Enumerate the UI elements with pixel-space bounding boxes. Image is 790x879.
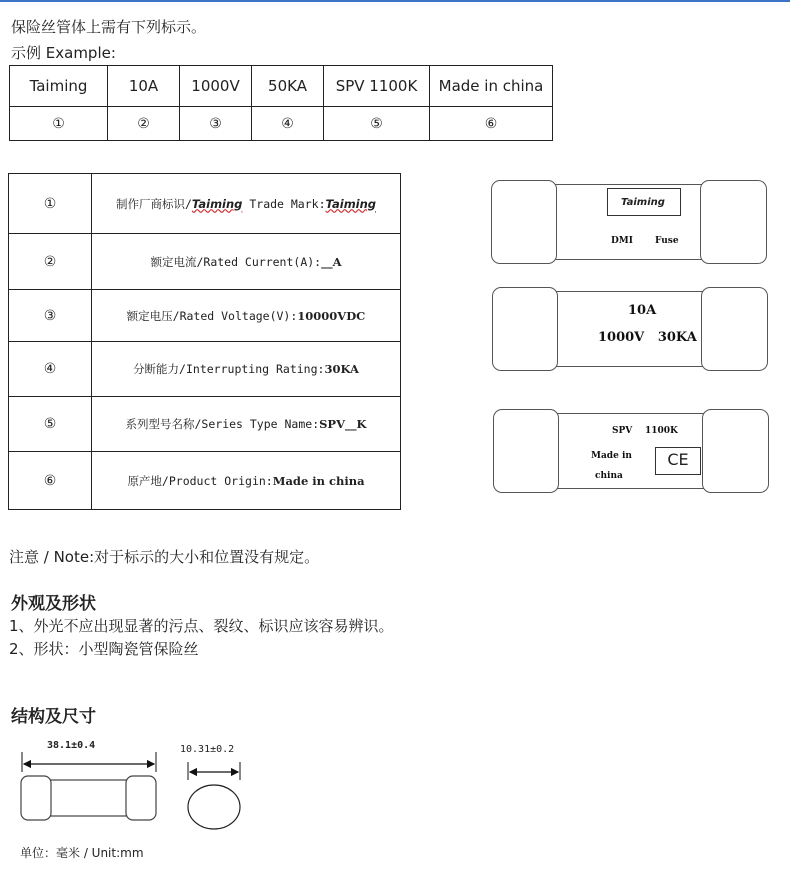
row-marker: ④ (9, 342, 92, 397)
diameter-dimension-label: 10.31±0.2 (180, 744, 235, 755)
row-marker: ⑥ (9, 452, 92, 510)
fuse-text-fuse: Fuse (655, 236, 679, 246)
ce-mark-icon: CE (655, 447, 701, 475)
fuse-made-in-text: Made in (591, 451, 632, 461)
example-marker-5: ⑤ (324, 107, 430, 141)
row-marker: ③ (9, 290, 92, 342)
fuse-side-view (21, 776, 156, 820)
example-label: 示例 Example: (11, 44, 116, 62)
intro-text: 保险丝管体上需有下列标示。 (11, 18, 207, 36)
row-label: 制作厂商标识/ (115, 196, 192, 211)
example-cell-current: 10A (108, 66, 180, 107)
brand-mark: Taiming (191, 196, 243, 211)
row-marker: ① (9, 174, 92, 234)
row-value: __A (321, 254, 342, 269)
example-cell-series: SPV 1100K (324, 66, 430, 107)
structure-heading: 结构及尺寸 (11, 707, 96, 727)
row-label: 分断能力/Interrupting Rating: (133, 362, 325, 376)
fuse-text-dmi: DMI (611, 236, 633, 246)
diameter-dimension-line (188, 762, 240, 780)
appearance-item-1: 1、外光不应出现显著的污点、裂纹、标识应该容易辨识。 (9, 617, 394, 635)
example-marker-4: ④ (252, 107, 324, 141)
fuse-end-view (188, 785, 240, 829)
example-cell-voltage: 1000V (180, 66, 252, 107)
example-marker-3: ③ (180, 107, 252, 141)
example-cell-rating: 50KA (252, 66, 324, 107)
row-label-mid: Trade Mark: (242, 196, 326, 211)
appearance-item-2: 2、形状：小型陶瓷管保险丝 (9, 640, 199, 658)
fuse-model-text: 1100K (645, 426, 678, 436)
row-label: 原产地/Product Origin: (127, 473, 273, 488)
brand-mark: Taiming (325, 196, 377, 211)
row-value: SPV__K (319, 417, 367, 431)
fuse-series-text: SPV (612, 426, 633, 436)
example-marker-2: ② (108, 107, 180, 141)
fuse-voltage-rating-text: 1000V 30KA (598, 330, 697, 345)
row-value: 30KA (324, 362, 359, 376)
row-label: 额定电压/Rated Voltage(V): (126, 308, 298, 323)
appearance-heading: 外观及形状 (11, 594, 96, 614)
note-text: 注意 / Note:对于标示的大小和位置没有规定。 (9, 548, 320, 566)
row-label: 额定电流/Rated Current(A): (150, 254, 322, 269)
example-marker-1: ① (10, 107, 108, 141)
example-cell-origin: Made in china (430, 66, 553, 107)
fuse-current-text: 10A (628, 303, 657, 318)
row-marker: ⑤ (9, 397, 92, 452)
example-marker-6: ⑥ (430, 107, 553, 141)
row-value: Made in china (272, 473, 365, 488)
fuse-china-text: china (595, 471, 623, 481)
row-label: 系列型号名称/Series Type Name: (125, 417, 320, 431)
length-dimension-label: 38.1±0.4 (47, 740, 96, 751)
row-marker: ② (9, 234, 92, 290)
unit-text: 单位：毫米 / Unit:mm (20, 846, 144, 860)
fuse-logo: Taiming (621, 197, 665, 208)
row-value: 10000VDC (297, 308, 366, 323)
example-cell-brand: Taiming (10, 66, 108, 107)
